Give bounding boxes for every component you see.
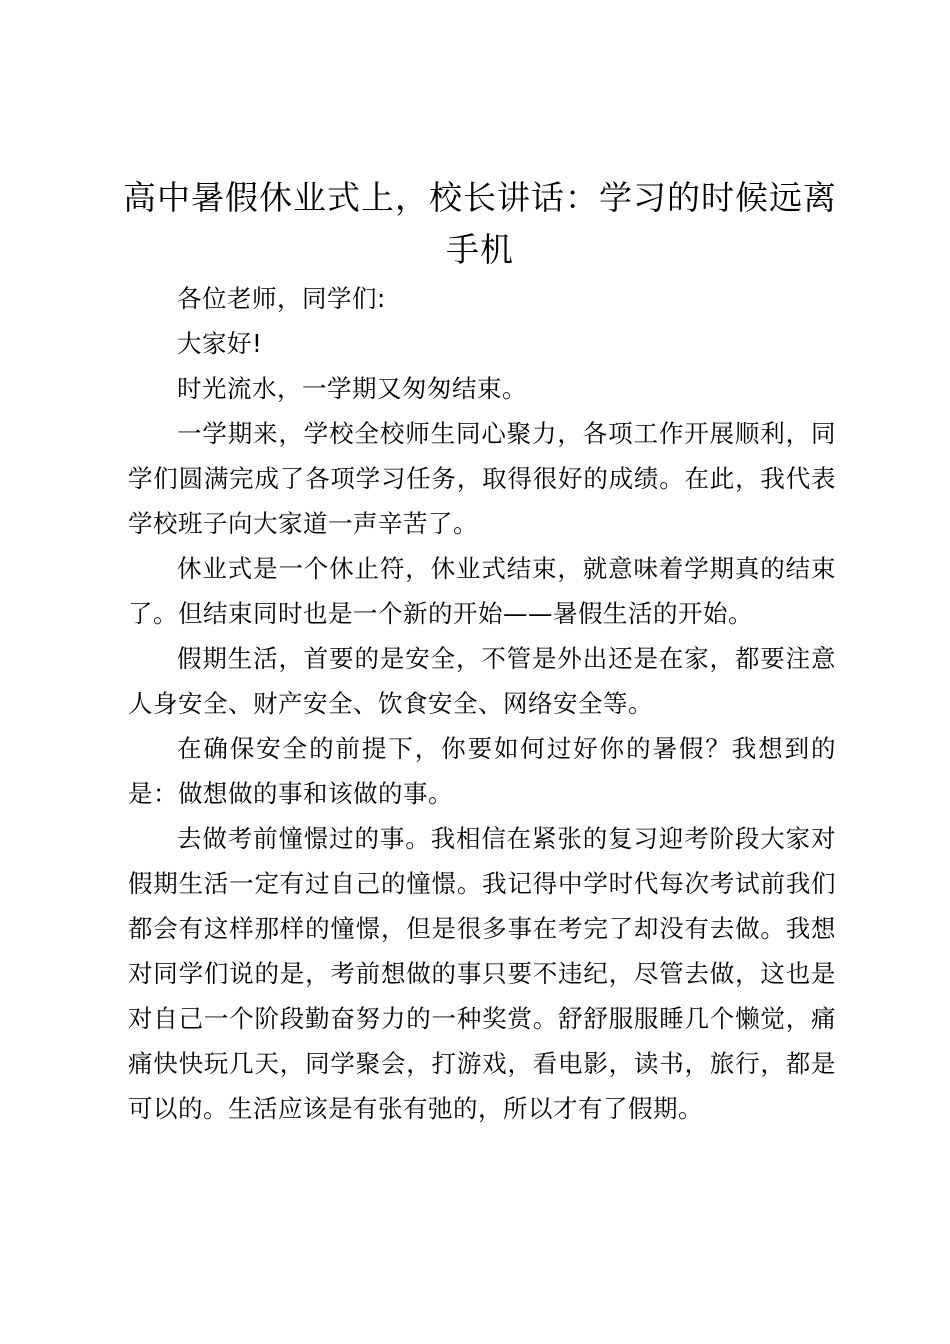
- paragraph-greeting-all: 大家好!: [177, 329, 263, 358]
- document-body: [128, 276, 836, 1131]
- paragraph-safety: 假期生活，首要的是安全，不管是外出还是在家，都要注意人身安全、财产安全、饮食安全、网络安全等。: [128, 644, 836, 718]
- paragraph-closing-ceremony: 休业式是一个休止符，休业式结束，就意味着学期真的结束了。但结束同时也是一个新的开始——暑假生活的开始。: [128, 554, 836, 628]
- paragraph-time-flows: 时光流水，一学期又匆匆结束。: [177, 374, 527, 403]
- paragraph-greeting-teachers: 各位老师，同学们:: [177, 284, 386, 313]
- paragraph-do-what-you-wanted: 去做考前憧憬过的事。我相信在紧张的复习迎考阶段大家对假期生活一定有过自己的憧憬。我记得中学时代每次考试前我们都会有这样那样的憧憬，但是很多事在考完了却没有去做。我想对同学们说的是，考前想做的事只要不违纪，尽管去做，这也是对自己一个阶段勤奋努力的一种奖赏。舒舒服服睡几个懒觉，痛痛快快玩几天，同学聚会，打游戏，看电影，读书，旅行，都是可以的。生活应该是有张有弛的，所以才有了假期。: [128, 824, 836, 1123]
- paragraph-how-to-spend: 在确保安全的前提下，你要如何过好你的暑假？我想到的是：做想做的事和该做的事。: [128, 734, 836, 808]
- document-title: 高中暑假休业式上，校长讲话：学习的时候远离手机: [123, 178, 837, 269]
- paragraph-semester-review: 一学期来，学校全校师生同心聚力，各项工作开展顺利，同学们圆满完成了各项学习任务，取得很好的成绩。在此，我代表学校班子向大家道一声辛苦了。: [128, 419, 836, 538]
